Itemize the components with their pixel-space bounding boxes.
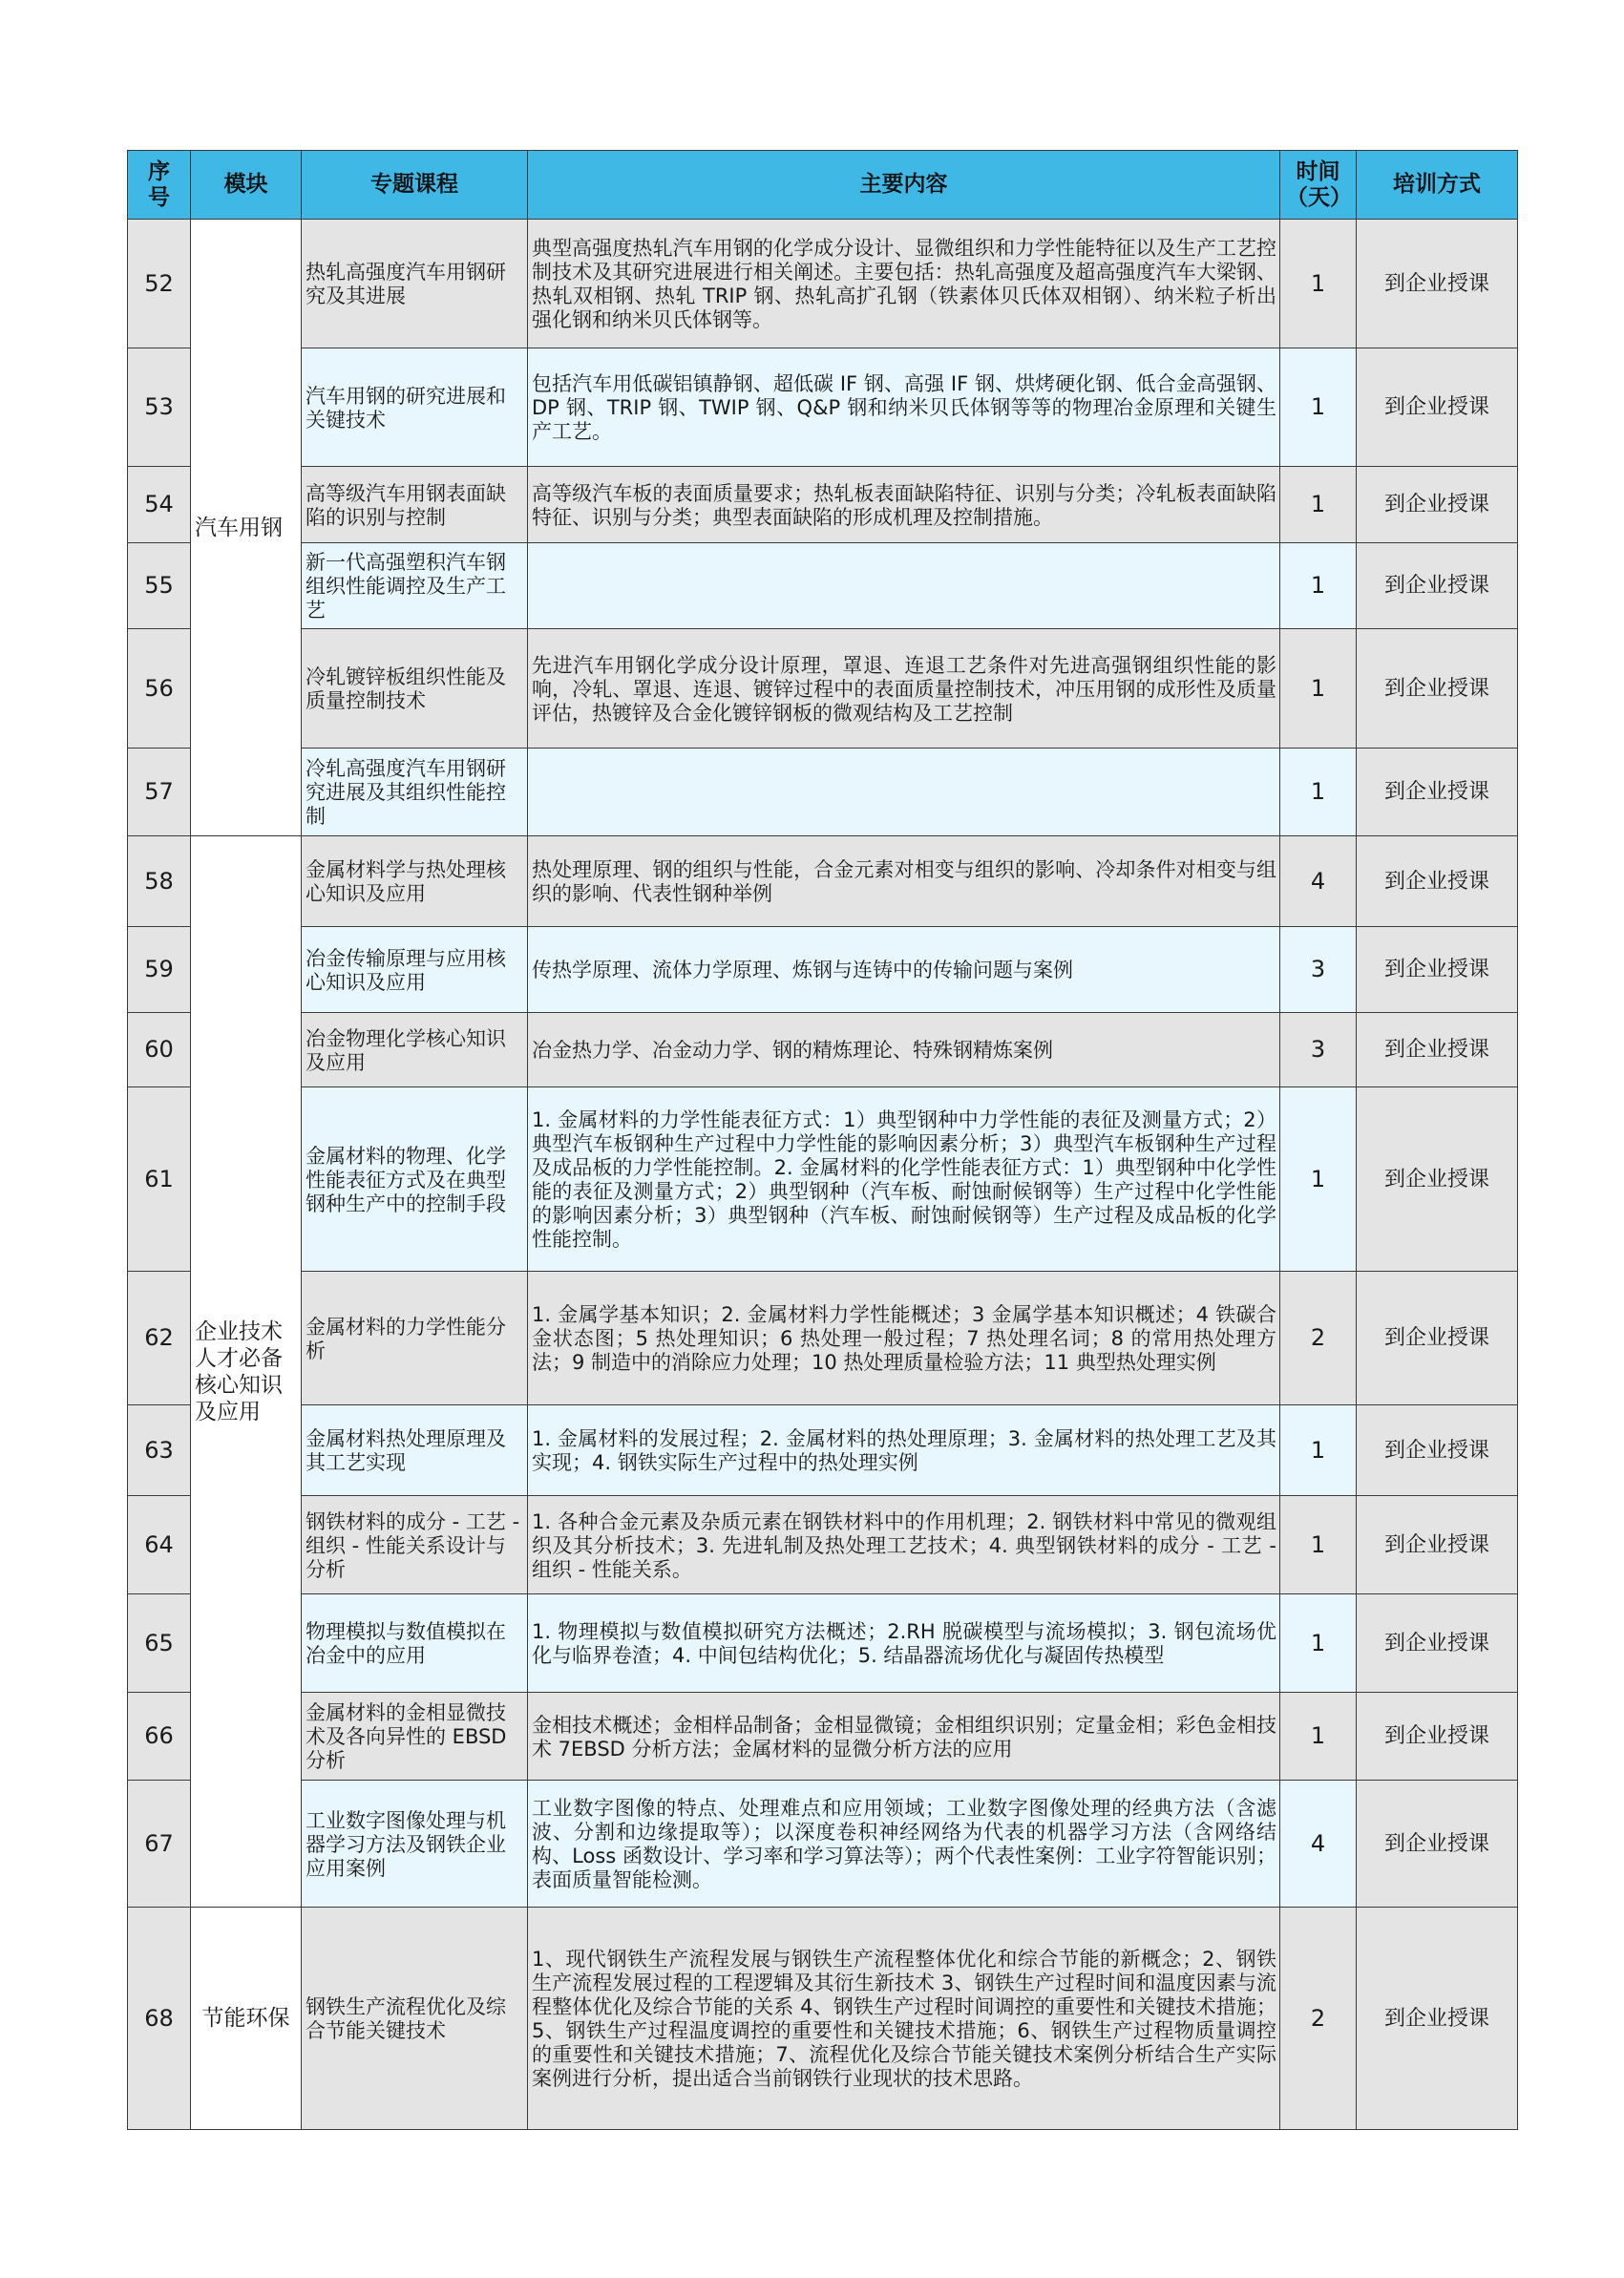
table-row — [128, 629, 1518, 749]
table-row — [128, 1405, 1518, 1496]
training-method: 到企业授课 — [1357, 1781, 1518, 1908]
table-row — [128, 1272, 1518, 1405]
training-method: 到企业授课 — [1357, 749, 1518, 836]
training-method: 到企业授课 — [1357, 1496, 1518, 1594]
course-days: 3 — [1280, 1013, 1357, 1087]
course-days: 1 — [1280, 1496, 1357, 1594]
training-method: 到企业授课 — [1357, 1594, 1518, 1693]
course-title: 高等级汽车用钢表面缺陷的识别与控制 — [302, 467, 528, 543]
header-row — [128, 151, 1518, 220]
course-content: 传热学原理、流体力学原理、炼钢与连铸中的传输问题与案例 — [528, 927, 1280, 1013]
table-row — [128, 1908, 1518, 2130]
training-method: 到企业授课 — [1357, 348, 1518, 467]
row-num: 57 — [128, 749, 191, 836]
training-method: 到企业授课 — [1357, 1908, 1518, 2130]
course-title: 金属材料的力学性能分析 — [302, 1272, 528, 1405]
course-title: 冷轧镀锌板组织性能及质量控制技术 — [302, 629, 528, 749]
module-cell: 企业技术人才必备核心知识及应用 — [191, 836, 302, 1908]
training-method: 到企业授课 — [1357, 1272, 1518, 1405]
row-num: 54 — [128, 467, 191, 543]
course-days: 1 — [1280, 467, 1357, 543]
row-num: 56 — [128, 629, 191, 749]
table-row — [128, 1594, 1518, 1693]
course-days: 1 — [1280, 749, 1357, 836]
table-row — [128, 1693, 1518, 1781]
course-title: 金属材料的物理、化学性能表征方式及在典型钢种生产中的控制手段 — [302, 1087, 528, 1272]
row-num: 66 — [128, 1693, 191, 1781]
table-row — [128, 467, 1518, 543]
course-days: 1 — [1280, 1594, 1357, 1693]
table-row — [128, 220, 1518, 348]
module-cell: 汽车用钢 — [191, 220, 302, 836]
training-method: 到企业授课 — [1357, 220, 1518, 348]
row-num: 64 — [128, 1496, 191, 1594]
course-content: 冶金热力学、冶金动力学、钢的精炼理论、特殊钢精炼案例 — [528, 1013, 1280, 1087]
course-days: 1 — [1280, 348, 1357, 467]
module-cell: 节能环保 — [191, 1908, 302, 2130]
row-num: 68 — [128, 1908, 191, 2130]
training-method: 到企业授课 — [1357, 629, 1518, 749]
course-title: 冷轧高强度汽车用钢研究进展及其组织性能控制 — [302, 749, 528, 836]
course-days: 4 — [1280, 1781, 1357, 1908]
row-num: 65 — [128, 1594, 191, 1693]
table-row — [128, 1013, 1518, 1087]
row-num: 63 — [128, 1405, 191, 1496]
course-days: 1 — [1280, 629, 1357, 749]
course-days: 4 — [1280, 836, 1357, 927]
course-days: 2 — [1280, 1908, 1357, 2130]
course-title: 汽车用钢的研究进展和关键技术 — [302, 348, 528, 467]
training-method: 到企业授课 — [1357, 467, 1518, 543]
table-row — [128, 836, 1518, 927]
course-days: 1 — [1280, 1087, 1357, 1272]
course-content: 高等级汽车板的表面质量要求；热轧板表面缺陷特征、识别与分类；冷轧板表面缺陷特征、识别与分类；典型表面缺陷的形成机理及控制措施。 — [528, 467, 1280, 543]
table-row — [128, 348, 1518, 467]
table-row — [128, 749, 1518, 836]
course-content: 工业数字图像的特点、处理难点和应用领域；工业数字图像处理的经典方法（含滤波、分割和边缘提取等）；以深度卷积神经网络为代表的机器学习方法（含网络结构、Loss 函数设计、学习率和学习算法等）；两个代表性案例：工业字符智能识别；表面质量智能检测。 — [528, 1781, 1280, 1908]
course-content: 1. 物理模拟与数值模拟研究方法概述；2.RH 脱碳模型与流场模拟；3. 钢包流场优化与临界卷渣；4. 中间包结构优化；5. 结晶器流场优化与凝固传热模型 — [528, 1594, 1280, 1693]
course-days: 1 — [1280, 220, 1357, 348]
course-title: 工业数字图像处理与机器学习方法及钢铁企业应用案例 — [302, 1781, 528, 1908]
training-method: 到企业授课 — [1357, 543, 1518, 629]
course-content: 1. 金属材料的发展过程；2. 金属材料的热处理原理；3. 金属材料的热处理工艺及其实现；4. 钢铁实际生产过程中的热处理实例 — [528, 1405, 1280, 1496]
course-title: 金属材料的金相显微技术及各向异性的 EBSD 分析 — [302, 1693, 528, 1781]
course-content: 先进汽车用钢化学成分设计原理，罩退、连退工艺条件对先进高强钢组织性能的影响，冷轧、罩退、连退、镀锌过程中的表面质量控制技术，冲压用钢的成形性及质量评估，热镀锌及合金化镀锌钢板的微观结构及工艺控制 — [528, 629, 1280, 749]
course-title: 新一代高强塑积汽车钢组织性能调控及生产工艺 — [302, 543, 528, 629]
row-num: 59 — [128, 927, 191, 1013]
header-num: 序号 — [128, 151, 191, 220]
course-title: 冶金传输原理与应用核心知识及应用 — [302, 927, 528, 1013]
training-method: 到企业授课 — [1357, 836, 1518, 927]
course-title: 冶金物理化学核心知识及应用 — [302, 1013, 528, 1087]
course-content: 典型高强度热轧汽车用钢的化学成分设计、显微组织和力学性能特征以及生产工艺控制技术及其研究进展进行相关阐述。主要包括：热轧高强度及超高强度汽车大梁钢、热轧双相钢、热轧 TRIP 钢、热轧高扩孔钢（铁素体贝氏体双相钢）、纳米粒子析出强化钢和纳米贝氏体钢等。 — [528, 220, 1280, 348]
course-content: 1. 金属材料的力学性能表征方式：1）典型钢种中力学性能的表征及测量方式；2）典型汽车板钢种生产过程中力学性能的影响因素分析；3）典型汽车板钢种生产过程及成品板的力学性能控制。2. 金属材料的化学性能表征方式：1）典型钢种中化学性能的表征及测量方式；2）典型钢种（汽车板、耐蚀耐候钢等）生产过程中化学性能的影响因素分析；3）典型钢种（汽车板、耐蚀耐候钢等）生产过程及成品板的化学性能控制。 — [528, 1087, 1280, 1272]
course-title: 热轧高强度汽车用钢研究及其进展 — [302, 220, 528, 348]
course-title: 金属材料热处理原理及其工艺实现 — [302, 1405, 528, 1496]
table-row — [128, 1496, 1518, 1594]
row-num: 53 — [128, 348, 191, 467]
course-content: 1、现代钢铁生产流程发展与钢铁生产流程整体优化和综合节能的新概念；2、钢铁生产流程发展过程的工程逻辑及其衍生新技术 3、钢铁生产过程时间和温度因素与流程整体优化及综合节能的关系 4、钢铁生产过程时间调控的重要性和关键技术措施；5、钢铁生产过程温度调控的重要性和关键技术措施；6、钢铁生产过程物质量调控的重要性和关键技术措施；7、流程优化及综合节能关键技术案例分析结合生产实际案例进行分析，提出适合当前钢铁行业现状的技术思路。 — [528, 1908, 1280, 2130]
course-table — [127, 150, 1518, 2130]
course-content: 热处理原理、钢的组织与性能，合金元素对相变与组织的影响、冷却条件对相变与组织的影响、代表性钢种举例 — [528, 836, 1280, 927]
course-days: 1 — [1280, 1693, 1357, 1781]
training-method: 到企业授课 — [1357, 1013, 1518, 1087]
training-method: 到企业授课 — [1357, 1693, 1518, 1781]
row-num: 52 — [128, 220, 191, 348]
table-row — [128, 927, 1518, 1013]
course-days: 1 — [1280, 543, 1357, 629]
header-content: 主要内容 — [528, 151, 1280, 220]
training-method: 到企业授课 — [1357, 1405, 1518, 1496]
course-content: 包括汽车用低碳铝镇静钢、超低碳 IF 钢、高强 IF 钢、烘烤硬化钢、低合金高强钢、DP 钢、TRIP 钢、TWIP 钢、Q&P 钢和纳米贝氏体钢等等的物理冶金原理和关键生产工艺。 — [528, 348, 1280, 467]
table-row — [128, 1781, 1518, 1908]
course-content: 1. 各种合金元素及杂质元素在钢铁材料中的作用机理；2. 钢铁材料中常见的微观组织及其分析技术；3. 先进轧制及热处理工艺技术；4. 典型钢铁材料的成分 - 工艺 - 组织 - 性能关系。 — [528, 1496, 1280, 1594]
course-content — [528, 543, 1280, 629]
table-row — [128, 1087, 1518, 1272]
training-method: 到企业授课 — [1357, 927, 1518, 1013]
course-content: 1. 金属学基本知识；2. 金属材料力学性能概述；3 金属学基本知识概述；4 铁碳合金状态图；5 热处理知识；6 热处理一般过程；7 热处理名词；8 的常用热处理方法；9 制造中的消除应力处理；10 热处理质量检验方法；11 典型热处理实例 — [528, 1272, 1280, 1405]
header-method: 培训方式 — [1357, 151, 1518, 220]
course-title: 钢铁材料的成分 - 工艺 - 组织 - 性能关系设计与分析 — [302, 1496, 528, 1594]
row-num: 58 — [128, 836, 191, 927]
course-content — [528, 749, 1280, 836]
header-module: 模块 — [191, 151, 302, 220]
row-num: 61 — [128, 1087, 191, 1272]
row-num: 67 — [128, 1781, 191, 1908]
row-num: 60 — [128, 1013, 191, 1087]
row-num: 62 — [128, 1272, 191, 1405]
course-days: 2 — [1280, 1272, 1357, 1405]
course-days: 3 — [1280, 927, 1357, 1013]
header-course: 专题课程 — [302, 151, 528, 220]
row-num: 55 — [128, 543, 191, 629]
course-content: 金相技术概述；金相样品制备；金相显微镜；金相组织识别；定量金相；彩色金相技术 7EBSD 分析方法；金属材料的显微分析方法的应用 — [528, 1693, 1280, 1781]
header-days: 时间（天） — [1280, 151, 1357, 220]
course-days: 1 — [1280, 1405, 1357, 1496]
training-method: 到企业授课 — [1357, 1087, 1518, 1272]
table-row — [128, 543, 1518, 629]
course-title: 金属材料学与热处理核心知识及应用 — [302, 836, 528, 927]
course-title: 钢铁生产流程优化及综合节能关键技术 — [302, 1908, 528, 2130]
course-title: 物理模拟与数值模拟在冶金中的应用 — [302, 1594, 528, 1693]
